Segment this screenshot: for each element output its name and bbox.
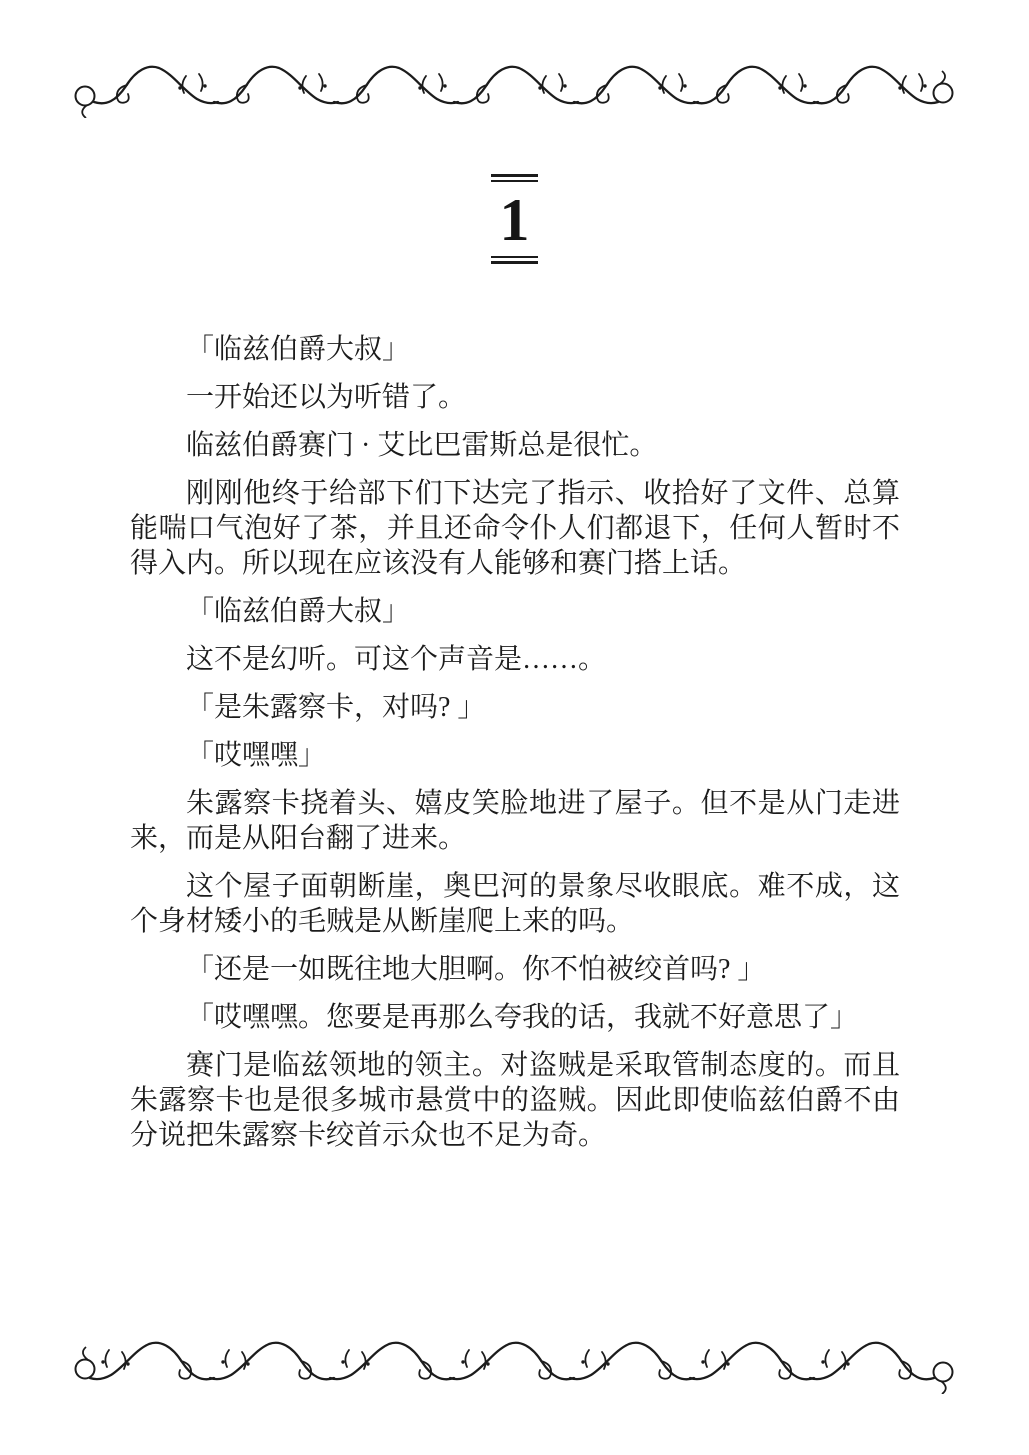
paragraph: 「临兹伯爵大叔」 xyxy=(186,334,411,365)
scroll-flourish-icon xyxy=(74,1336,954,1394)
paragraph: 「是朱露察卡，对吗? 」 xyxy=(186,692,486,723)
paragraph: 赛门是临兹领地的领主。对盗贼是采取管制态度的。而且朱露察卡也是很多城市悬赏中的盗贼。因此即使临兹伯爵不由分说把朱露察卡绞首示众也不足为奇。 xyxy=(130,1050,900,1151)
body-text xyxy=(130,332,900,1166)
paragraph: 这不是幻听。可这个声音是……。 xyxy=(186,644,607,675)
chapter-rule-bottom xyxy=(491,256,538,264)
chapter-rule-top xyxy=(491,174,538,182)
paragraph: 「哎嘿嘿」 xyxy=(186,740,327,771)
paragraph: 「哎嘿嘿。您要是再那么夸我的话，我就不好意思了」 xyxy=(186,1002,859,1033)
paragraph: 「临兹伯爵大叔」 xyxy=(186,596,411,627)
chapter-number: 1 xyxy=(499,187,530,253)
chapter-heading xyxy=(0,174,1029,264)
paragraph: 朱露察卡挠着头、嬉皮笑脸地进了屋子。但不是从门走进来，而是从阳台翻了进来。 xyxy=(130,788,900,854)
scroll-flourish-icon xyxy=(74,60,954,118)
paragraph: 这个屋子面朝断崖，奥巴河的景象尽收眼底。难不成，这个身材矮小的毛贼是从断崖爬上来的吗。 xyxy=(130,871,900,937)
paragraph: 一开始还以为听错了。 xyxy=(186,382,467,413)
paragraph: 「还是一如既往地大胆啊。你不怕被绞首吗? 」 xyxy=(186,954,766,985)
paragraph: 刚刚他终于给部下们下达完了指示、收拾好了文件、总算能喘口气泡好了茶，并且还命令仆人们都退下，任何人暂时不得入内。所以现在应该没有人能够和赛门搭上话。 xyxy=(130,478,900,579)
bottom-flourish-divider xyxy=(74,1336,954,1394)
paragraph: 临兹伯爵赛门 · 艾比巴雷斯总是很忙。 xyxy=(186,430,658,461)
top-flourish-divider xyxy=(74,60,954,118)
